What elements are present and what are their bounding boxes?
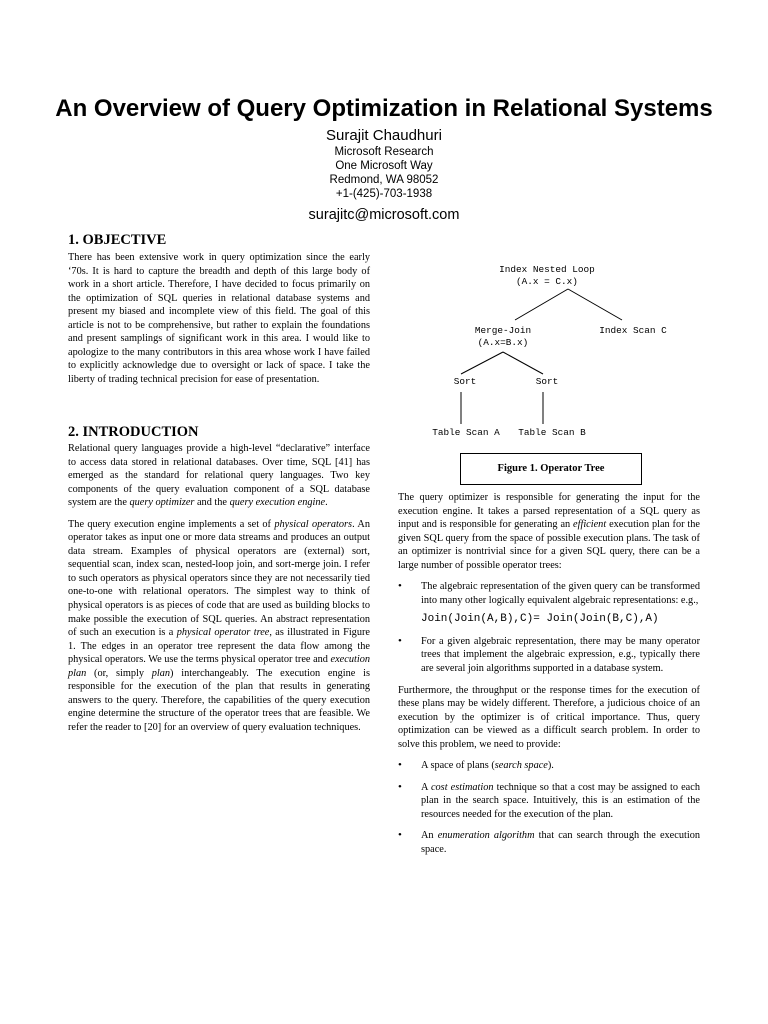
node-sort-left: Sort [453, 376, 477, 387]
author-address-line1: One Microsoft Way [335, 160, 433, 172]
node-merge-join-predicate: (A.x=B.x) [477, 337, 529, 348]
author-affiliation: Microsoft Research [334, 146, 434, 158]
node-table-scan-a: Table Scan A [432, 427, 500, 438]
list-item: • The algebraic representation of the given query can be transformed into many other logically equivalent algebraic representations: e.g., Join(Join(A,B),C)= Join(Join(B,C),A) [398, 580, 700, 627]
node-table-scan-b: Table Scan B [518, 427, 586, 438]
author-phone: +1-(425)-703-1938 [335, 188, 433, 200]
list-item: • For a given algebraic representation, there may be many operator trees that implement the algebraic expression, e.g., typically there are several join algorithms supported in a database system. [398, 635, 700, 676]
list-item: • A space of plans (search space). [398, 759, 700, 773]
node-index-scan-c: Index Scan C [599, 325, 667, 336]
node-index-nested-loop: Index Nested Loop [499, 264, 595, 275]
right-column [398, 491, 700, 865]
objective-paragraph: There has been extensive work in query optimization since the early ‘70s. It is hard to capture the breadth and depth of this large body of work in a short article. Therefore, I have decided to focus primarily on the optimization of SQL queries in relational database systems and present my biased and incomplete view of this field. The goal of this article is not to be comprehensive, but rather to explain the foundations and present samplings of significant work in this area. I would like to apologize to the many contributors in this area whose work I have failed to explicitly acknowledge due to oversight or lack of space. I take the liberty of trading technical precision for ease of presentation. [68, 252, 370, 385]
possible-trees-list [398, 580, 700, 675]
node-merge-join: Merge-Join [474, 325, 532, 336]
node-sort-right: Sort [535, 376, 559, 387]
optimizer-paragraph: The query optimizer is responsible for generating the input for the execution engine. It takes a parsed representation of a SQL query as input and is responsible for generating an efficient execution plan for the given SQL query from the space of possible execution plans. The task of an optimizer is nontrivial since for a given SQL query, there can be a large number of possible operator trees: [398, 492, 700, 571]
search-problem-paragraph: Furthermore, the throughput or the response times for the execution of these plans may be widely different. Therefore, a judicious choice of an execution by the optimizer is of critical importance. Thus, query optimization can be viewed as a difficult search problem. In order to solve this problem, we need to provide: [398, 684, 700, 750]
figure-caption: Figure 1. Operator Tree [460, 453, 642, 485]
author-address-line2: Redmond, WA 98052 [329, 174, 439, 186]
introduction-heading: 2. INTRODUCTION [68, 424, 199, 440]
introduction-paragraph-1: Relational query languages provide a high-level “declarative” interface to access data stored in relational databases. Over time, SQL [41] has emerged as the standard for relational query languages. Two key components of the query evaluation component of a SQL database system are the query optimizer and the query execution engine. [68, 443, 370, 509]
author-name: Surajit Chaudhuri [326, 127, 442, 144]
node-index-nested-loop-predicate: (A.x = C.x) [516, 276, 578, 287]
objective-heading: 1. OBJECTIVE [68, 232, 167, 248]
author-email: surajitc@microsoft.com [308, 207, 460, 223]
join-formula: Join(Join(A,B),C)= Join(Join(B,C),A) [421, 613, 659, 626]
list-item: • An enumeration algorithm that can search through the execution space. [398, 829, 700, 856]
requirements-list [398, 759, 700, 856]
list-item: • A cost estimation technique so that a cost may be assigned to each plan in the search space. Intuitively, this is an estimation of the resources needed for the execution of the plan. [398, 781, 700, 822]
introduction-paragraph-2: The query execution engine implements a set of physical operators. An operator takes as input one or more data streams and produces an output data stream. Examples of physical operators are (external) sort, sequential scan, index scan, nested-loop join, and sort-merge join. I refer to such operators as physical operators since they are not necessarily tied one-to-one with relational operators. The simplest way to think of physical operators is as pieces of code that are used as building blocks to make possible the execution of SQL queries. An abstract representation of such an execution is a physical operator tree, as illustrated in Figure 1. The edges in an operator tree represent the data flow among the physical operators. We use the terms physical operator tree and execution plan (or, simply plan) interchangeably. The execution engine is responsible for the execution of the plan that results in generating answers to the query. Therefore, the capabilities of the query execution engine determine the structure of the operator trees that are feasible. We refer the reader to [20] for an overview of query evaluation techniques. [68, 518, 371, 733]
paper-title: An Overview of Query Optimization in Relational Systems [55, 95, 713, 122]
